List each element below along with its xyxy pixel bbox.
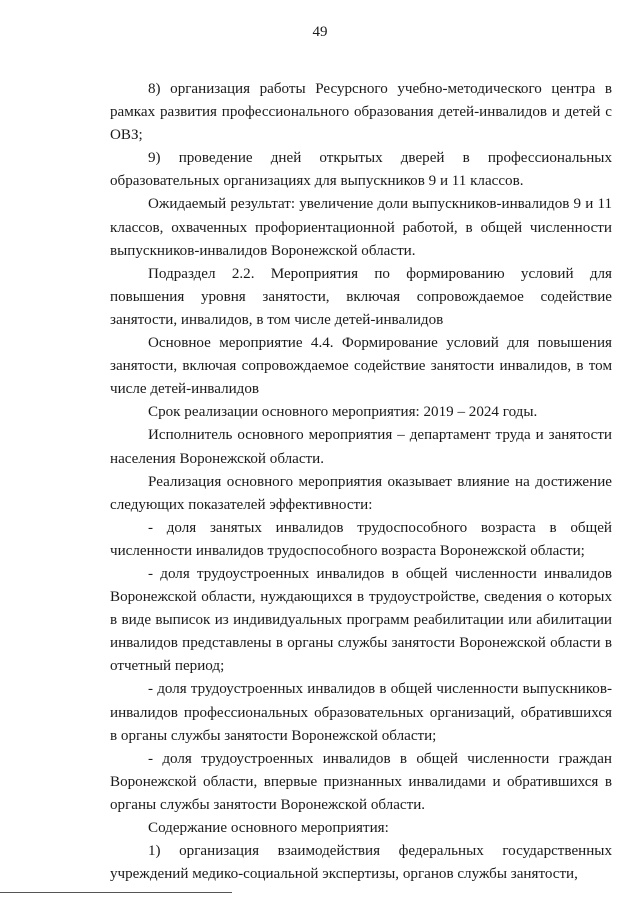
paragraph-indicator-3: - доля трудоустроенных инвалидов в общей численности выпускников-инвалидов профессиональных образовательных организаций, обратившихся в органы службы занятости Воронежской области; (110, 681, 612, 744)
paragraph-content-item-1: 1) организация взаимодействия федеральных государственных учреждений медико-социальной экспертизы, органов службы занятости, (110, 843, 612, 883)
paragraph-item-9: 9) проведение дней открытых дверей в профессиональных образовательных организациях для выпускников 9 и 11 классов. (110, 150, 612, 190)
paragraph-indicator-4: - доля трудоустроенных инвалидов в общей численности граждан Воронежской области, впервые признанных инвалидами и обратившихся в органы службы занятости Воронежской области. (110, 750, 612, 813)
paragraph-indicators-intro: Реализация основного мероприятия оказывает влияние на достижение следующих показателей эффективности: (110, 473, 612, 513)
paragraph-main-activity-4-4: Основное мероприятие 4.4. Формирование условий для повышения занятости, включая сопровождаемое содействие занятости инвалидов, в том числе детей-инвалидов (110, 335, 612, 398)
paragraph-subsection-2-2: Подраздел 2.2. Мероприятия по формированию условий для повышения уровня занятости, включая сопровождаемое содействие занятости, инвалидов, в том числе детей-инвалидов (110, 265, 612, 328)
footnote-divider (0, 892, 232, 893)
paragraph-indicator-1: - доля занятых инвалидов трудоспособного возраста в общей численности инвалидов трудоспособного возраста Воронежской области; (110, 519, 612, 559)
paragraph-indicator-2: - доля трудоустроенных инвалидов в общей численности инвалидов Воронежской области, нуждающихся в трудоустройстве, сведения о которых в виде выписок из индивидуальных программ реабилитации или абилитации инвалидов представлены в органы службы занятости Воронежской области в отчетный период; (110, 565, 612, 675)
page-number: 49 (312, 24, 328, 40)
paragraph-content-heading: Содержание основного мероприятия: (148, 820, 389, 836)
paragraph-executor: Исполнитель основного мероприятия – департамент труда и занятости населения Воронежской области. (110, 427, 612, 467)
paragraph-item-8: 8) организация работы Ресурсного учебно-методического центра в рамках развития профессионального образования детей-инвалидов и детей с ОВЗ; (110, 81, 612, 144)
paragraph-expected-result: Ожидаемый результат: увеличение доли выпускников-инвалидов 9 и 11 классов, охваченных профориентационной работой, в общей численности выпускников-инвалидов Воронежской области. (110, 196, 612, 259)
paragraph-implementation-period: Срок реализации основного мероприятия: 2019 – 2024 годы. (148, 404, 538, 421)
document-body (110, 78, 612, 886)
